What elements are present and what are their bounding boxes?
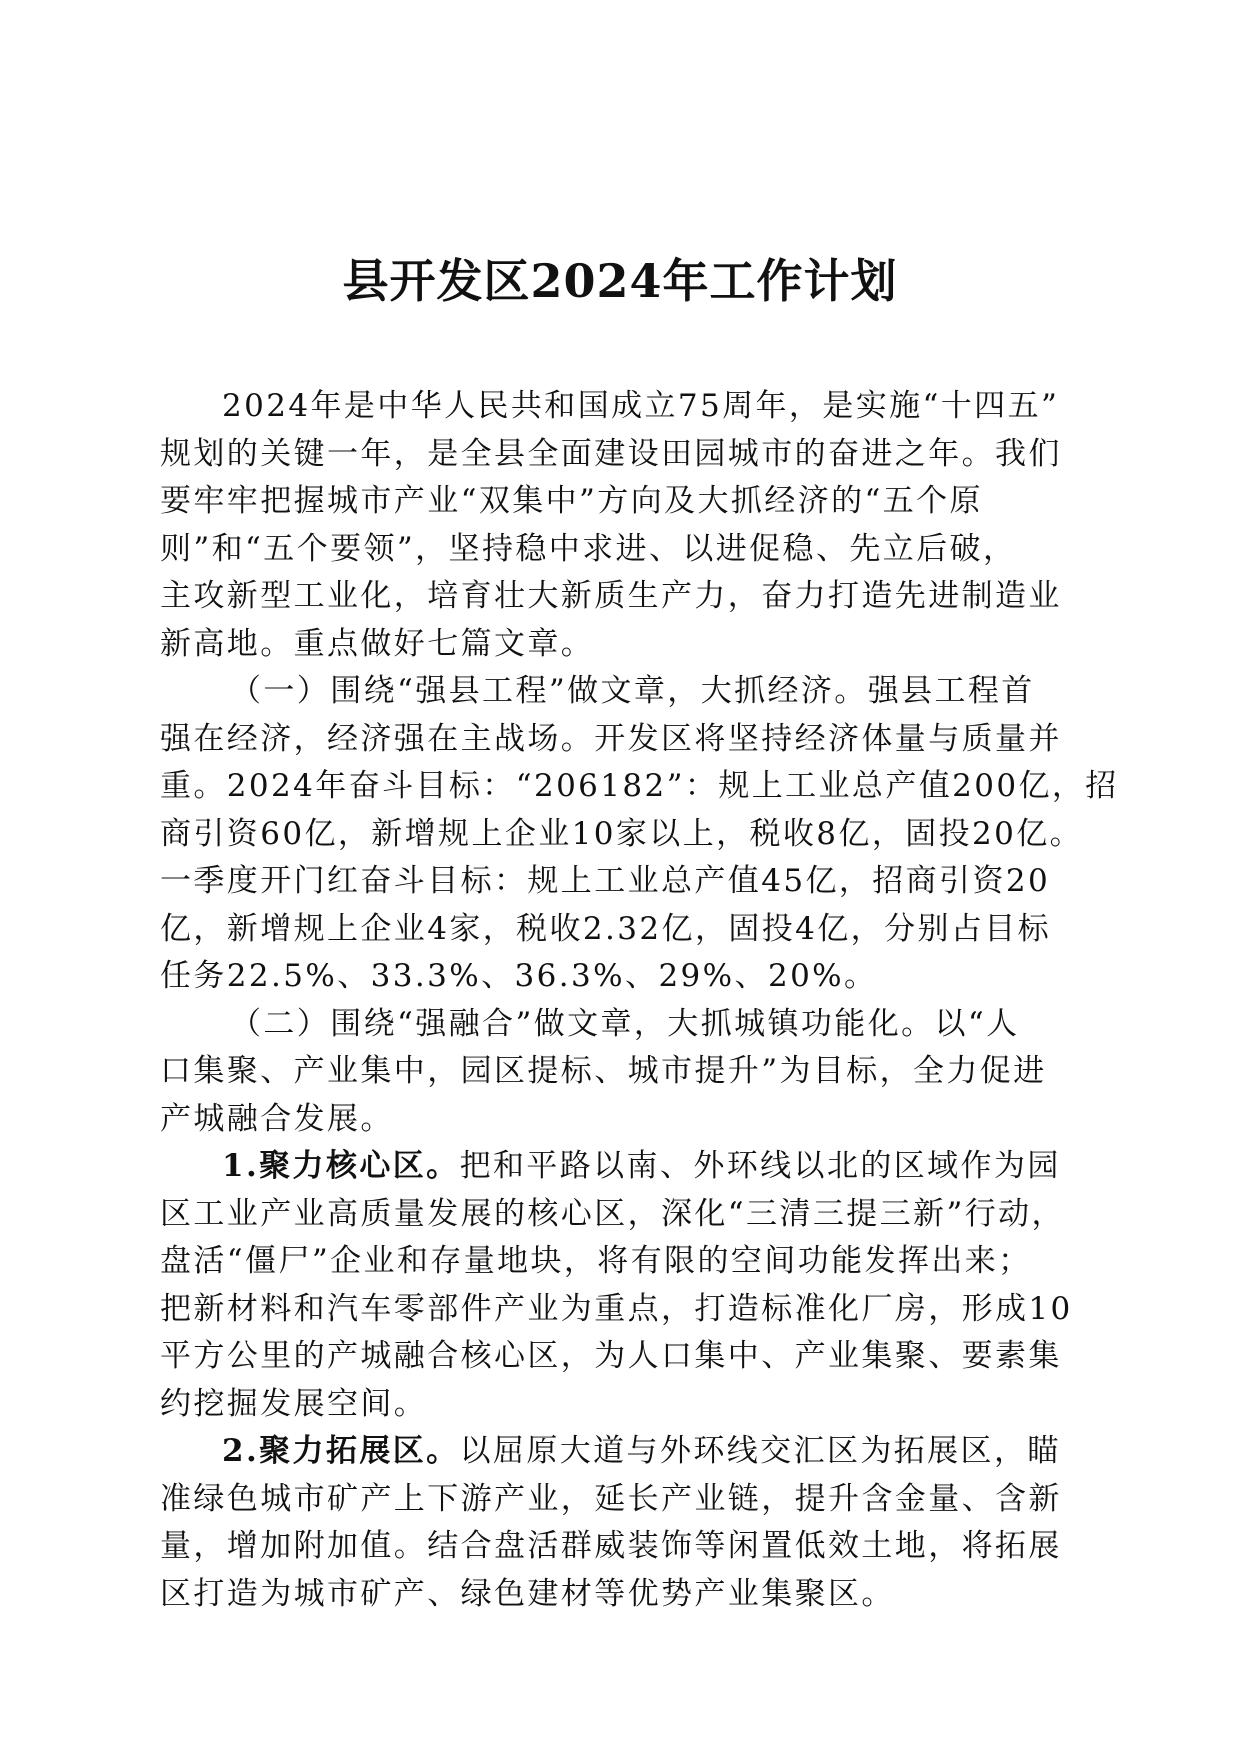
text-line: 量，增加附加值。结合盘活群威装饰等闲置低效土地，将拓展 — [160, 1528, 1062, 1564]
item-1-heading: 1.聚力核心区。 — [222, 1148, 460, 1184]
text-line: 新高地。重点做好七篇文章。 — [160, 625, 595, 662]
text-line: （二）围绕“强融合”做文章，大抓城镇功能化。以“人 — [230, 1005, 1020, 1042]
document-title: 县开发区2024年工作计划 — [342, 254, 898, 308]
text-line: 约挖掘发展空间。 — [160, 1385, 428, 1422]
text-line: （一）围绕“强县工程”做文章，大抓经济。强县工程首 — [230, 673, 1035, 709]
section-1-paragraph — [160, 668, 1119, 1001]
item-2-paragraph — [160, 1428, 1080, 1618]
document-body — [160, 383, 1119, 1618]
text-line: 主攻新型工业化，培育壮大新质生产力，奋力打造先进制造业 — [160, 578, 1062, 614]
item-2-heading: 2.聚力拓展区。 — [222, 1433, 460, 1469]
text-line: 要牢牢把握城市产业“双集中”方向及大抓经济的“五个原 — [160, 483, 983, 519]
text-line: 平方公里的产城融合核心区，为人口集中、产业集聚、要素集 — [160, 1338, 1062, 1374]
text-line: 口集聚、产业集中，园区提标、城市提升”为目标，全力促进 — [160, 1053, 1047, 1089]
text-line: 任务22.5%、33.3%、36.3%、29%、20%。 — [160, 958, 878, 994]
text-line: 规划的关键一年，是全县全面建设田园城市的奋进之年。我们 — [160, 435, 1062, 472]
text-line — [160, 1143, 1080, 1191]
text-line: 2024年是中华人民共和国成立75周年，是实施“十四五” — [222, 388, 1060, 424]
text-line: 准绿色城市矿产上下游产业，延长产业链，提升含金量、含新 — [160, 1480, 1062, 1517]
intro-paragraph — [160, 383, 1080, 668]
text-line: 强在经济，经济强在主战场。开发区将坚持经济体量与质量并 — [160, 720, 1062, 757]
text-line: 把新材料和汽车零部件产业为重点，打造标准化厂房，形成10 — [160, 1290, 1073, 1327]
text-line: 则”和“五个要领”，坚持稳中求进、以进促稳、先立后破， — [160, 530, 1017, 567]
text-line: 区工业产业高质量发展的核心区，深化“三清三提三新”行动， — [160, 1195, 1065, 1232]
item-1-first-line: 把和平路以南、外环线以北的区域作为园 — [459, 1148, 1061, 1184]
text-line: 一季度开门红奋斗目标：规上工业总产值45亿，招商引资20 — [160, 863, 1051, 899]
text-line: 区打造为城市矿产、绿色建材等优势产业集聚区。 — [160, 1575, 895, 1612]
item-2-first-line: 以屈原大道与外环线交汇区为拓展区，瞄 — [459, 1433, 1061, 1469]
section-2-paragraph — [160, 1001, 1080, 1144]
text-line — [160, 1428, 1080, 1476]
text-line: 商引资60亿，新增规上企业10家以上，税收8亿，固投20亿。 — [160, 815, 1084, 852]
text-line: 重。2024年奋斗目标：“206182”：规上工业总产值200亿，招 — [160, 768, 1119, 804]
text-line: 亿，新增规上企业4家，税收2.32亿，固投4亿，分别占目标 — [160, 910, 1052, 947]
item-1-paragraph — [160, 1143, 1080, 1428]
text-line: 产城融合发展。 — [160, 1100, 394, 1137]
text-line: 盘活“僵尸”企业和存量地块，将有限的空间功能发挥出来； — [160, 1243, 1032, 1279]
